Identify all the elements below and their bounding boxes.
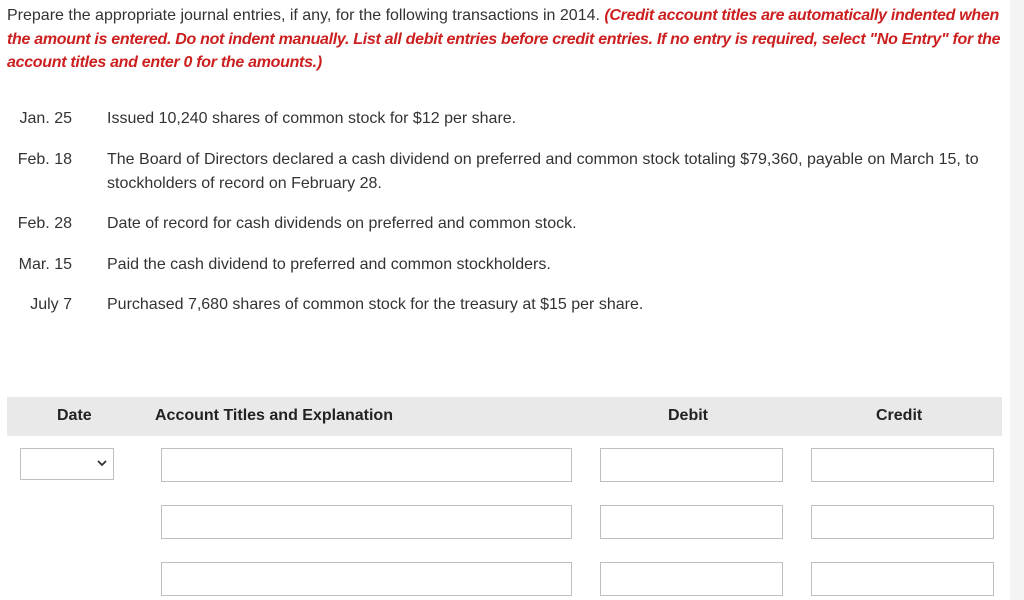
transaction-description: The Board of Directors declared a cash dividend on preferred and common stock totaling $79,360, payable on March 15, to stockholders of record on February 28. bbox=[107, 151, 979, 192]
credit-input[interactable] bbox=[811, 448, 994, 482]
debit-input[interactable] bbox=[600, 505, 783, 539]
instructions-note: (Credit account titles are automatically indented when the amount is entered. Do not indent manually. List all debit entries before credit entries. If no entry is required, select "No Entry" for the account titles and enter 0 for the amounts.) bbox=[7, 7, 1001, 71]
header-credit: Credit bbox=[876, 407, 923, 424]
transaction-description: Date of record for cash dividends on preferred and common stock. bbox=[107, 215, 577, 232]
scrollbar-track[interactable] bbox=[1010, 0, 1024, 600]
credit-input[interactable] bbox=[811, 562, 994, 596]
debit-input[interactable] bbox=[600, 448, 783, 482]
transaction-date: Jan. 25 bbox=[19, 110, 72, 127]
credit-input[interactable] bbox=[811, 505, 994, 539]
transaction-date: July 7 bbox=[30, 296, 72, 313]
debit-input[interactable] bbox=[600, 562, 783, 596]
journal-table-header bbox=[7, 397, 1002, 436]
transaction-description: Purchased 7,680 shares of common stock for the treasury at $15 per share. bbox=[107, 296, 644, 313]
instructions-text: Prepare the appropriate journal entries, if any, for the following transactions in 2014. bbox=[7, 7, 605, 24]
transaction-date: Feb. 28 bbox=[17, 215, 72, 232]
header-account-titles: Account Titles and Explanation bbox=[155, 407, 393, 424]
account-title-input[interactable] bbox=[161, 505, 572, 539]
transaction-date: Mar. 15 bbox=[18, 256, 72, 273]
header-date: Date bbox=[57, 407, 92, 424]
header-debit: Debit bbox=[668, 407, 708, 424]
instructions bbox=[7, 4, 1007, 75]
transaction-date: Feb. 18 bbox=[17, 151, 72, 168]
account-title-input[interactable] bbox=[161, 448, 572, 482]
transaction-description: Paid the cash dividend to preferred and common stockholders. bbox=[107, 256, 551, 273]
transaction-description: Issued 10,240 shares of common stock for $12 per share. bbox=[107, 110, 517, 127]
account-title-input[interactable] bbox=[161, 562, 572, 596]
chevron-down-icon bbox=[97, 456, 107, 473]
date-select[interactable] bbox=[20, 448, 114, 480]
